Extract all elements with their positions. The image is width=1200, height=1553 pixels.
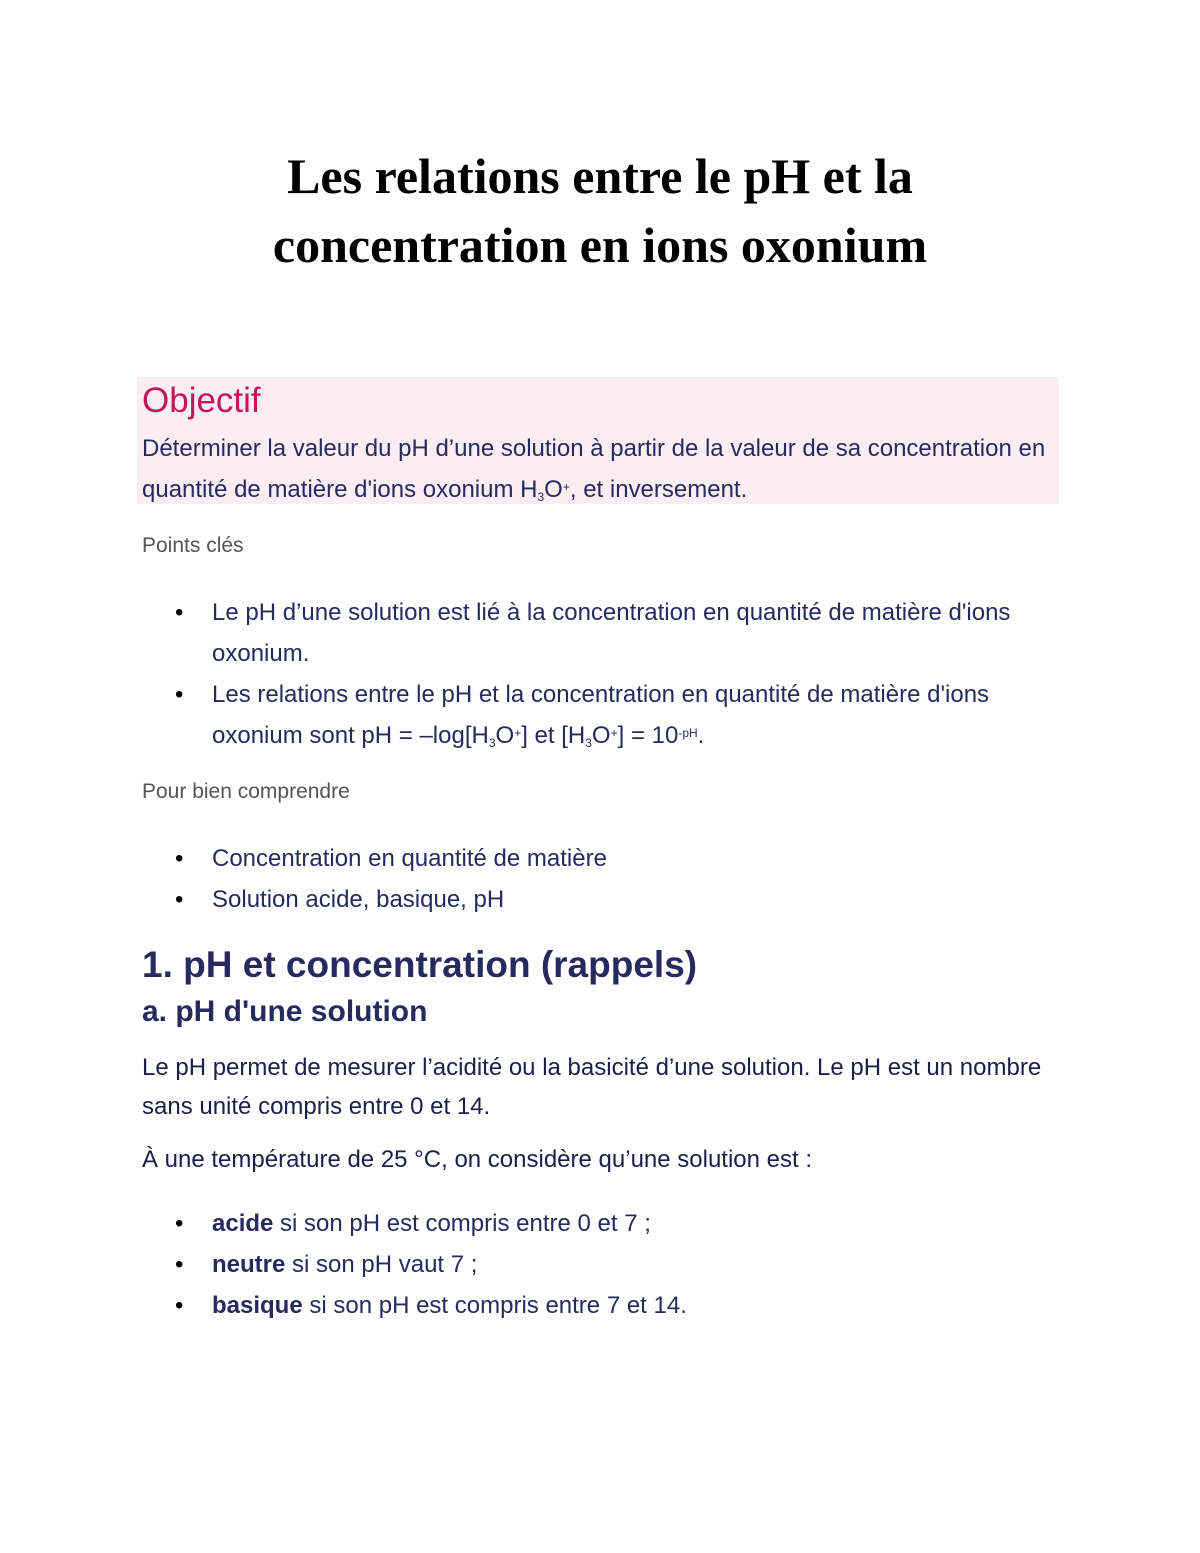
keyword: acide	[212, 1210, 274, 1237]
list-item-text: Le pH d’une solution est lié à la concentration en quantité de matière d'ions oxonium.	[212, 599, 1011, 667]
subscript-3: 3	[488, 736, 496, 750]
subsection-heading: a. pH d'une solution	[142, 995, 428, 1028]
title-line-2: concentration en ions oxonium	[272, 217, 928, 273]
formula-text-f: .	[697, 722, 705, 749]
list-item	[142, 1285, 1062, 1326]
formula-text-d: O	[591, 722, 611, 749]
list-item[interactable]	[142, 838, 1062, 879]
exponent-minus-ph: -pH	[678, 726, 698, 740]
case-text: si son pH vaut 7 ;	[285, 1251, 478, 1278]
formula-text-a: Les relations entre le pH et la concentration en quantité de matière d'ions oxonium sont pH = –log[H	[212, 681, 990, 749]
points-cles-list	[142, 592, 1062, 756]
list-item[interactable]	[142, 879, 1062, 920]
title-line-1: Les relations entre le pH et la	[287, 148, 913, 204]
bullet-icon: •	[175, 681, 184, 708]
list-item	[142, 592, 1062, 674]
superscript-plus: +	[610, 726, 618, 740]
superscript-plus: +	[514, 726, 522, 740]
pour-bien-comprendre-label: Pour bien comprendre	[142, 780, 350, 803]
pour-bien-comprendre-list	[142, 838, 1062, 920]
bullet-icon: •	[175, 1292, 184, 1319]
subscript-3: 3	[537, 490, 545, 504]
subscript-3: 3	[585, 736, 592, 750]
formula-text-e: ] = 10	[617, 722, 679, 749]
bullet-icon: •	[175, 845, 184, 872]
formula-text-b: O	[495, 722, 515, 749]
case-text: si son pH est compris entre 7 et 14.	[302, 1292, 687, 1319]
keyword: neutre	[212, 1251, 286, 1278]
formula-text-c: ] et [H	[521, 722, 586, 749]
bullet-icon: •	[175, 599, 184, 626]
ph-cases-list	[142, 1203, 1062, 1326]
list-item-link[interactable]: Concentration en quantité de matière	[212, 845, 607, 872]
paragraph: À une température de 25 °C, on considère qu’une solution est :	[142, 1146, 813, 1173]
oxygen-symbol: O	[544, 476, 563, 503]
section-heading: 1. pH et concentration (rappels)	[142, 944, 698, 985]
bullet-icon: •	[175, 1210, 184, 1237]
objectif-heading: Objectif	[142, 381, 261, 420]
list-item	[142, 674, 1062, 756]
objectif-text-end: , et inversement.	[569, 476, 748, 503]
superscript-plus: +	[562, 480, 570, 494]
list-item	[142, 1244, 1062, 1285]
case-text: si son pH est compris entre 0 et 7 ;	[273, 1210, 651, 1237]
list-item-link[interactable]: Solution acide, basique, pH	[212, 886, 505, 913]
objectif-text	[142, 428, 1052, 510]
bullet-icon: •	[175, 886, 184, 913]
points-cles-label: Points clés	[142, 534, 244, 557]
keyword: basique	[212, 1292, 303, 1319]
bullet-icon: •	[175, 1251, 184, 1278]
page-title	[0, 142, 1200, 280]
paragraph: Le pH permet de mesurer l’acidité ou la basicité d’une solution. Le pH est un nombre sans unité compris entre 0 et 14.	[142, 1054, 1042, 1120]
objectif-text-main: Déterminer la valeur du pH d’une solution à partir de la valeur de sa concentration en quantité de matière d'ions oxonium H	[142, 435, 1046, 503]
list-item	[142, 1203, 1062, 1244]
